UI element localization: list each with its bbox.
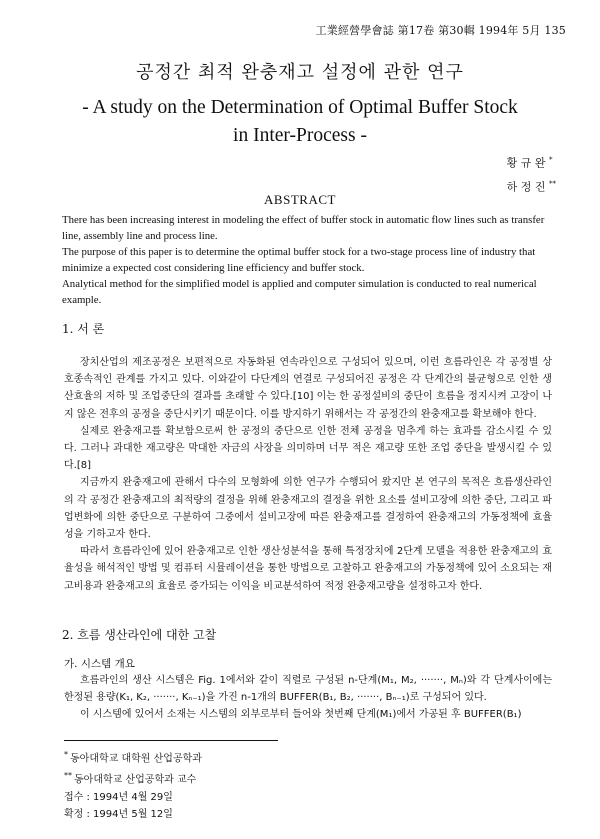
- section-2-heading: 2. 흐름 생산라인에 대한 고찰: [62, 628, 217, 642]
- title-english-line-1: - A study on the Determination of Optimal Buffer Stock: [82, 97, 518, 118]
- title-english-line-2: in Inter-Process -: [233, 125, 367, 146]
- section-2-body: [64, 672, 552, 724]
- footnote-text: 동아대학교 대학원 산업공학과: [70, 753, 202, 765]
- footnote-divider: [64, 740, 278, 741]
- body-paragraph: 흐름라인의 생산 시스템은 Fig. 1에서와 같이 직렬로 구성된 n-단계(M₁, M₂, ·······, Mₙ)와 각 단계사이에는 한정된 용량(K₁, K₂, ·······, Kₙ₋₁)을 가진 n-1개의 BUFFER(B₁, B₂, ·······, Bₙ₋₁)로 구성되어 있다.: [64, 675, 552, 704]
- running-header: 工業經營學會誌 第17卷 第30輯 1994年 5月 135: [315, 24, 566, 37]
- title-english: [0, 94, 600, 150]
- author-1: [507, 150, 556, 174]
- body-paragraph: 이 시스템에 있어서 소재는 시스템의 외부로부터 들어와 첫번째 단계(M₁)에서 가공된 후 BUFFER(B₁): [80, 709, 522, 721]
- footnote-item: [64, 789, 364, 806]
- footnote-mark: **: [64, 771, 72, 781]
- abstract-paragraph: Analytical method for the simplified model is applied and computer simulation is conducted to real numerical example.: [62, 278, 537, 306]
- author-footnote-mark: *: [549, 156, 553, 164]
- author-name: 황 규 완: [506, 156, 546, 170]
- author-footnote-mark: **: [549, 179, 556, 188]
- section-1-heading: 1. 서 론: [62, 322, 105, 336]
- abstract-paragraph: The purpose of this paper is to determine the optimal buffer stock for a two-stage process line of industry that minimize a expected cost considering line efficiency and buffer stock.: [62, 246, 536, 274]
- footnotes: [64, 746, 364, 823]
- body-paragraph: 지금까지 완충재고에 관해서 다수의 모형화에 의한 연구가 수행되어 왔지만 본 연구의 목적은 흐름생산라인의 각 공정간 완충재고의 최적량의 결정을 위해 완충재고의 결정을 위한 요소를 설비고장에 의한 중단, 그리고 파업변화에 의한 중단으로 구분하여 그중에서 설비고장에 따른 완충재고를 결정하여 완충재고의 가동정책에 효율성을 기하고자 한다.: [64, 477, 552, 541]
- footnote-text: 동아대학교 산업공학과 교수: [74, 774, 197, 786]
- abstract-heading: ABSTRACT: [264, 192, 336, 207]
- abstract-body: [62, 212, 554, 308]
- author-name: 하 정 진: [506, 180, 546, 194]
- section-1-body: [64, 354, 552, 595]
- title-korean: 공정간 최적 완충재고 설정에 관한 연구: [136, 62, 464, 83]
- subsection-heading: 가. 시스템 개요: [64, 658, 135, 670]
- footnote-item: [64, 806, 364, 823]
- footnote-item: [64, 767, 364, 788]
- body-paragraph: 따라서 흐름라인에 있어 완충재고로 인한 생산성분석을 통해 특정장치에 2단계 모델을 적용한 완충재고의 효율성을 해석적인 방법 및 컴퓨터 시뮬레이션을 통한 방법으로 고찰하고 완충재고의 가동정책에 있어 소요되는 재고비용과 완충재고의 효율로 증가되는 이익을 비교분석하여 적정 완충재고량을 설정하고자 한다.: [64, 546, 552, 592]
- footnote-item: [64, 746, 364, 767]
- abstract-paragraph: There has been increasing interest in modeling the effect of buffer stock in automatic flow lines such as transfer line, assembly line and process line.: [62, 214, 545, 242]
- author-list: [507, 150, 556, 197]
- body-paragraph: 장치산업의 제조공정은 보편적으로 자동화된 연속라인으로 구성되어 있으며, 이런 흐름라인은 각 공정별 상호종속적인 관계를 가지고 있다. 이와같이 다단계의 연결로 구성되어진 공정은 각 단계간의 불균형으로 인한 생산효율의 저하 및 조업중단의 결과를 초래할 수 있다.[10] 이는 한 공정설비의 중단이 흐름을 정지시켜 고장이 나지 않은 전후의 공정을 중단시키기 때문이다. 이를 방지하기 위해서는 각 공정간의 완충재고를 확보해야 한다.: [64, 357, 552, 420]
- footnote-text: 확정 : 1994년 5월 12일: [64, 808, 173, 820]
- footnote-text: 접수 : 1994년 4월 29일: [64, 791, 173, 803]
- footnote-mark: *: [64, 750, 68, 759]
- body-paragraph: 실제로 완충재고를 확보함으로써 한 공정의 중단으로 인한 전체 공정을 멈추게 하는 효과를 감소시킬 수 있다. 그러나 과대한 재고량은 막대한 자금의 사장을 의미하며 너무 적은 재고량 또한 조업 중단을 발생시킬 수 있다.[8]: [64, 425, 552, 472]
